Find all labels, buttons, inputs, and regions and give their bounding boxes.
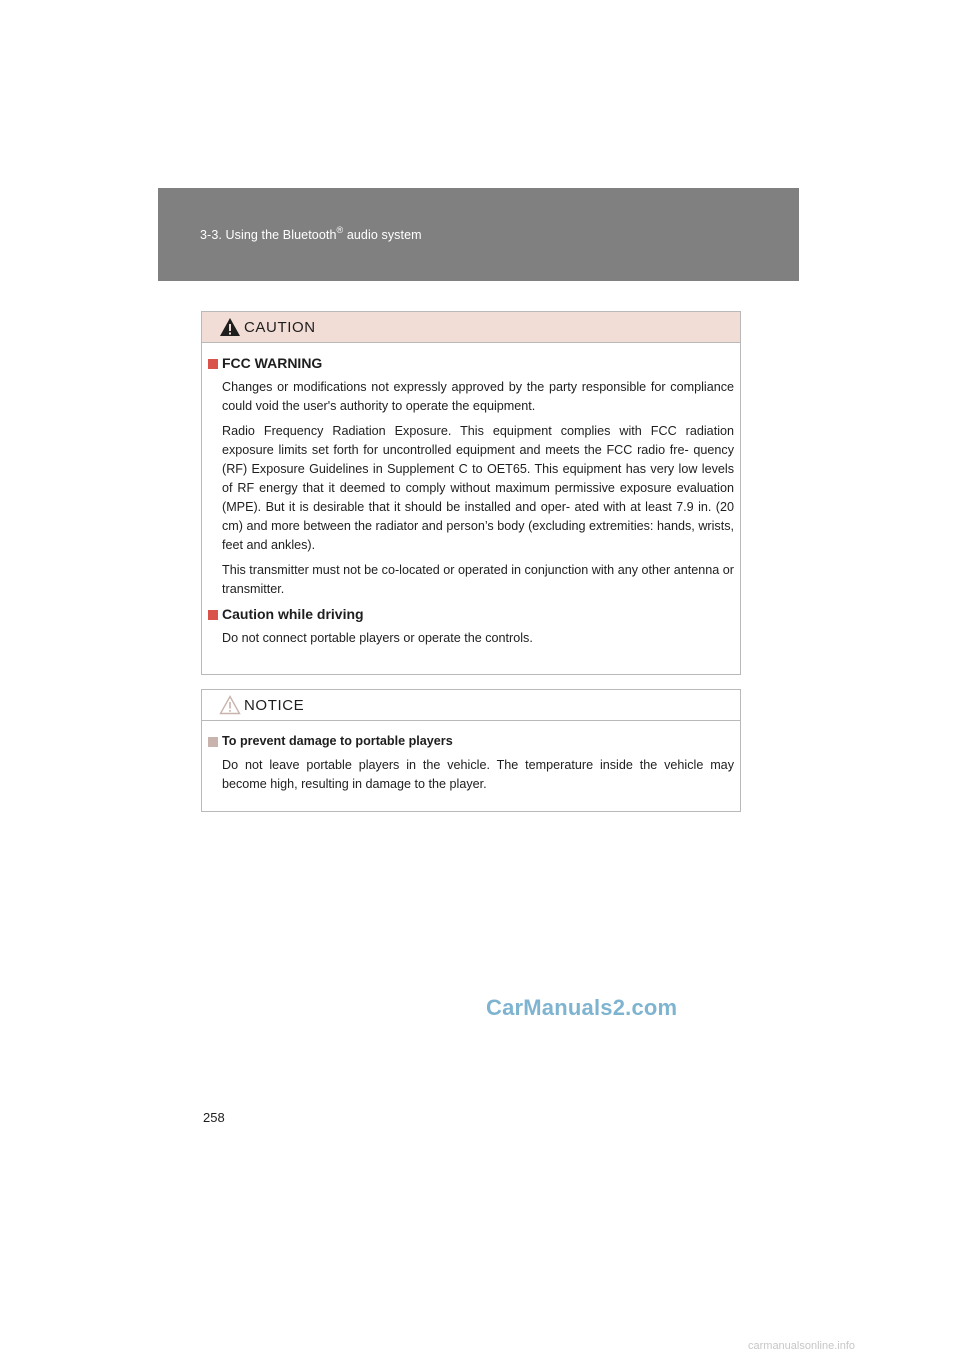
caution-paragraph: Do not connect portable players or operate the controls. bbox=[222, 631, 533, 645]
page-number: 258 bbox=[203, 1110, 225, 1125]
caution-item-heading-row bbox=[208, 605, 734, 624]
caution-item-heading: FCC WARNING bbox=[222, 355, 323, 371]
section-title bbox=[200, 225, 422, 242]
notice-body bbox=[202, 721, 740, 794]
caution-label: CAUTION bbox=[244, 319, 316, 336]
caution-item-heading-row bbox=[208, 354, 734, 373]
notice-box bbox=[201, 689, 741, 812]
section-title-suffix: audio system bbox=[343, 228, 422, 242]
notice-label: NOTICE bbox=[244, 697, 305, 714]
caution-paragraph: Radio Frequency Radiation Exposure. This equipment complies with FCC radiation exposure limits set forth for uncontrolled equipment and meets the FCC radio fre- quency (RF) Exposure Guidelines in Supplement C to OET65. This equipment has very low levels of RF energy that it deemed to comply without maximum permissive exposure evaluation (MPE). But it is desirable that it should be installed and oper- ated with at least 7.9 in. (20 cm) and more between the radiator and person’s body (excluding extremities: hands, wrists, feet and ankles). bbox=[222, 424, 734, 552]
section-title-prefix: 3-3. Using the Bluetooth bbox=[200, 228, 337, 242]
registered-mark: ® bbox=[336, 225, 344, 235]
carmanuals-watermark: CarManuals2.com bbox=[486, 995, 678, 1020]
notice-item-heading: To prevent damage to portable players bbox=[222, 734, 453, 748]
notice-paragraph: Do not leave portable players in the vehicle. The temperature inside the vehicle may become high, resulting in damage to the player. bbox=[222, 758, 734, 791]
notice-item-heading-row bbox=[208, 732, 734, 751]
square-bullet-icon bbox=[208, 610, 218, 620]
notice-header bbox=[202, 690, 740, 721]
square-bullet-icon bbox=[208, 737, 218, 747]
caution-body bbox=[202, 343, 740, 648]
warning-triangle-outline-icon bbox=[219, 695, 241, 715]
caution-paragraph: This transmitter must not be co-located or operated in conjunction with any other antenna or transmitter. bbox=[222, 563, 734, 596]
caution-box bbox=[201, 311, 741, 675]
caution-paragraph: Changes or modifications not expressly approved by the party responsible for compliance could void the user's authority to operate the equipment. bbox=[222, 380, 734, 413]
footer-watermark: carmanualsonline.info bbox=[748, 1340, 856, 1352]
square-bullet-icon bbox=[208, 359, 218, 369]
caution-item-heading: Caution while driving bbox=[222, 606, 364, 622]
warning-triangle-icon bbox=[219, 317, 241, 337]
caution-header bbox=[202, 312, 740, 343]
section-header-band bbox=[158, 188, 799, 281]
